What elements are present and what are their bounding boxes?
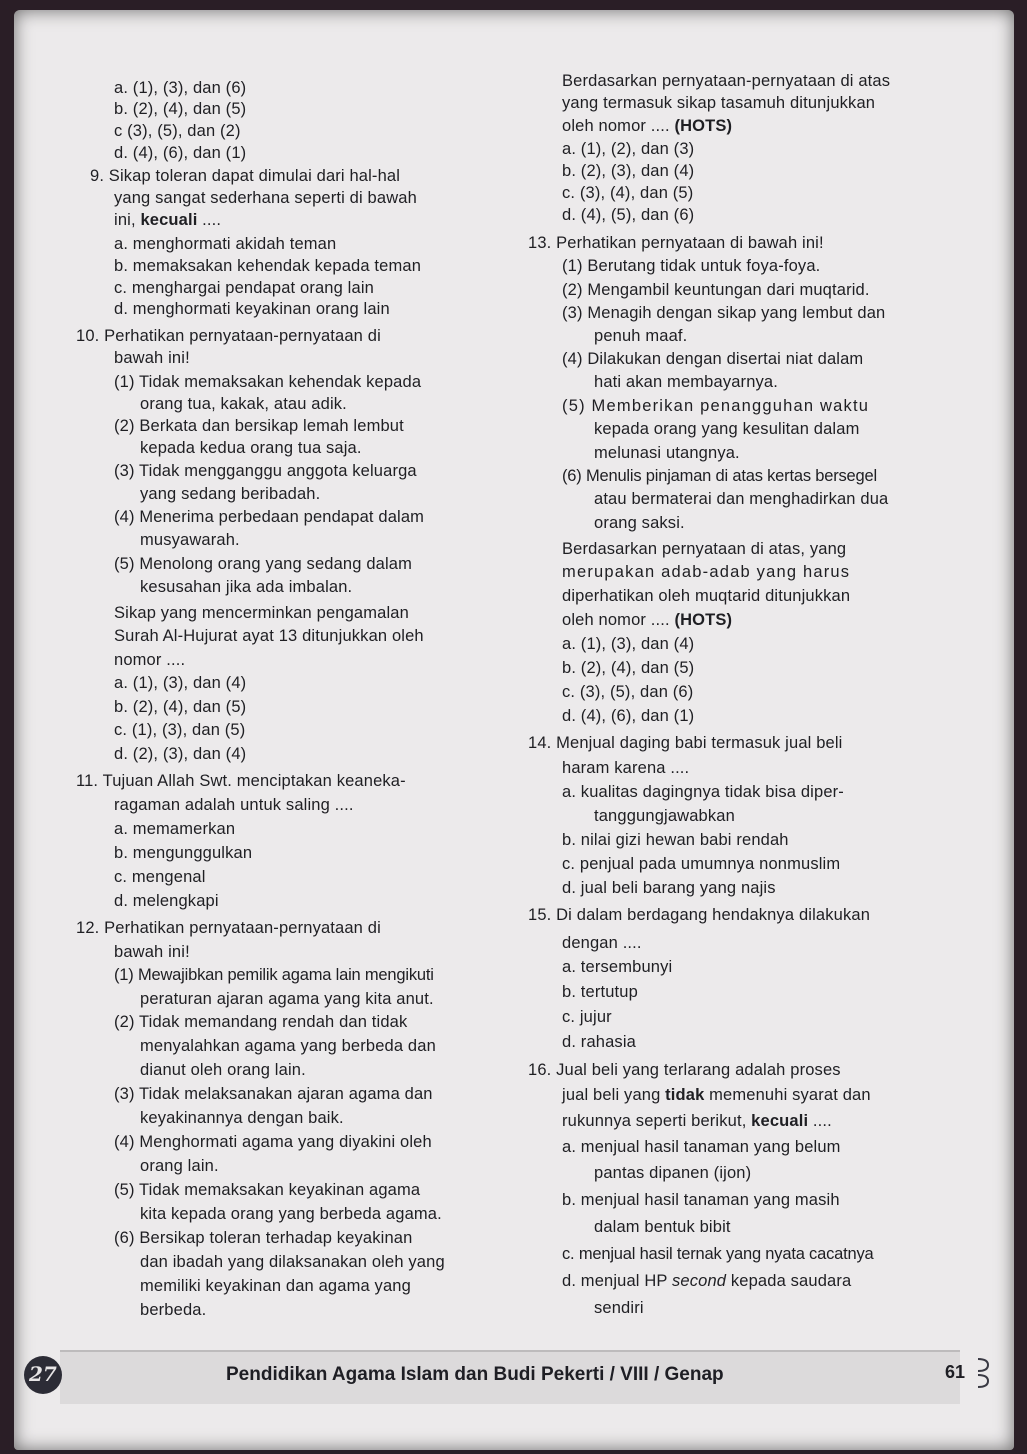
line-text: Berdasarkan pernyataan-pernyataan di atas <box>562 72 891 90</box>
line-text: a. menjual hasil tanaman yang belum <box>562 1138 841 1156</box>
left-column-line <box>114 256 421 276</box>
left-column-line <box>114 210 221 230</box>
line-text: a. tersembunyi <box>562 958 673 976</box>
right-column-line <box>562 466 877 486</box>
left-column-line <box>114 234 336 254</box>
line-text: memiliki keyakinan dan agama yang <box>140 1277 411 1295</box>
right-column-line <box>594 1298 644 1318</box>
line-text: c. jujur <box>562 1008 612 1026</box>
right-column-line <box>562 161 694 181</box>
line-text: d. (4), (6), dan (1) <box>562 707 695 725</box>
right-column-line <box>562 758 689 778</box>
right-column-line <box>594 326 687 346</box>
left-column-line <box>114 507 424 527</box>
left-column-line <box>140 1036 436 1056</box>
line-text: kesusahan jika ada imbalan. <box>140 578 353 596</box>
right-column-line <box>562 256 820 276</box>
left-column-line <box>114 867 206 887</box>
line-text: (2) Tidak memandang rendah dan tidak <box>114 1013 408 1031</box>
right-column-line <box>562 957 672 977</box>
line-text: dalam bentuk bibit <box>594 1218 731 1236</box>
page-badge-number: 27 <box>29 1362 57 1386</box>
line-text: (4) Dilakukan dengan disertai niat dalam <box>562 350 864 368</box>
right-column-line <box>594 513 685 533</box>
line-text: b. (2), (3), dan (4) <box>562 162 695 180</box>
line-tail: .... <box>808 1112 832 1130</box>
line-text: a. (1), (2), dan (3) <box>562 140 695 158</box>
line-text: b. (2), (4), dan (5) <box>114 100 247 118</box>
line-text: c. (3), (4), dan (5) <box>562 184 694 202</box>
right-column-line <box>562 303 885 323</box>
line-text: (1) Mewajibkan pemilik agama lain mengikuti <box>114 966 434 984</box>
right-column-line <box>562 610 732 630</box>
line-text: d. menjual HP <box>562 1272 673 1290</box>
left-column-line <box>114 372 421 392</box>
left-column-line <box>114 348 190 368</box>
line-text: penuh maaf. <box>594 327 688 345</box>
left-column-line <box>114 461 417 481</box>
left-column-line <box>140 1300 206 1320</box>
right-column-line <box>562 205 694 225</box>
right-column-line <box>594 489 888 509</box>
left-column-line <box>114 626 424 646</box>
right-column-line <box>528 233 824 253</box>
left-column-line <box>114 1228 412 1248</box>
left-column-line <box>140 989 434 1009</box>
right-column-line <box>528 1060 841 1080</box>
left-column-line <box>114 1084 433 1104</box>
book-title: Pendidikan Agama Islam dan Budi Pekerti / VIII / Genap <box>226 1364 724 1385</box>
left-column-line <box>114 1132 432 1152</box>
line-tail: memenuhi syarat dan <box>704 1086 871 1104</box>
left-column-line <box>114 78 246 98</box>
right-column-line <box>562 586 850 606</box>
right-column-line <box>562 1085 871 1105</box>
right-column-line <box>528 905 870 925</box>
right-column-line <box>594 419 859 439</box>
line-text: 14. Menjual daging babi termasuk jual beli <box>528 734 843 752</box>
line-emphasis: kecuali <box>140 211 198 229</box>
line-text: (4) Menerima perbedaan pendapat dalam <box>114 508 425 526</box>
right-column-line <box>562 562 850 582</box>
binder-icon <box>976 1355 990 1393</box>
line-text: (3) Menagih dengan sikap yang lembut dan <box>562 304 886 322</box>
right-column-line <box>562 1244 874 1264</box>
right-column-line <box>594 806 735 826</box>
left-column-line <box>114 143 246 163</box>
line-emphasis: tidak <box>665 1086 705 1104</box>
line-text: atau bermaterai dan menghadirkan dua <box>594 490 889 508</box>
line-text: 12. Perhatikan pernyataan-pernyataan di <box>76 919 381 937</box>
line-text: oleh nomor .... <box>562 117 675 135</box>
line-text: (5) Memberikan penangguhan waktu <box>562 397 870 415</box>
left-column-line <box>114 795 354 815</box>
line-text: c. mengenal <box>114 868 206 886</box>
line-text: a. memamerkan <box>114 820 236 838</box>
left-column-line <box>76 918 381 938</box>
line-text: c. (3), (5), dan (6) <box>562 683 694 701</box>
line-text: d. (2), (3), dan (4) <box>114 745 247 763</box>
line-text: b. memaksakan kehendak kepada teman <box>114 257 422 275</box>
line-text: b. nilai gizi hewan babi rendah <box>562 831 789 849</box>
line-text: a. (1), (3), dan (4) <box>562 635 695 653</box>
line-text: dianut oleh orang lain. <box>140 1061 306 1079</box>
line-text: (5) Menolong orang yang sedang dalam <box>114 555 413 573</box>
line-text: (1) Berutang tidak untuk foya-foya. <box>562 257 821 275</box>
line-text: d. melengkapi <box>114 892 219 910</box>
right-column-line <box>562 349 863 369</box>
right-column-line <box>562 682 693 702</box>
line-text: a. kualitas dagingnya tidak bisa diper- <box>562 783 844 801</box>
line-text: orang tua, kakak, atau adik. <box>140 395 347 413</box>
left-column-line <box>140 1252 445 1272</box>
left-column-line <box>114 416 404 436</box>
line-text: a. (1), (3), dan (6) <box>114 79 247 97</box>
left-column-line <box>76 771 406 791</box>
left-column-line <box>140 1108 344 1128</box>
line-text: haram karena .... <box>562 759 690 777</box>
left-column-line <box>76 326 381 346</box>
line-text: c. menghargai pendapat orang lain <box>114 279 374 297</box>
left-column-line <box>114 1012 407 1032</box>
left-column-line <box>114 188 417 208</box>
line-text: sendiri <box>594 1299 644 1317</box>
left-column-line <box>114 891 219 911</box>
right-column-line <box>562 933 642 953</box>
line-text: peraturan ajaran agama yang kita anut. <box>140 990 434 1008</box>
line-text: bawah ini! <box>114 349 190 367</box>
right-column-line <box>562 1111 832 1131</box>
line-tail: .... <box>197 211 222 229</box>
line-text: yang termasuk sikap tasamuh ditunjukkan <box>562 94 876 112</box>
line-text: kepada kedua orang tua saja. <box>140 439 362 457</box>
line-text: d. menghormati keyakinan orang lain <box>114 300 390 318</box>
left-column-line <box>114 99 246 119</box>
line-text: tanggungjawabkan <box>594 807 735 825</box>
line-text: yang sangat sederhana seperti di bawah <box>114 189 417 207</box>
right-column-line <box>562 658 694 678</box>
left-column-line <box>140 438 362 458</box>
left-column-line <box>114 744 246 764</box>
line-text: 11. Tujuan Allah Swt. menciptakan keaneka- <box>76 772 406 790</box>
line-text: c. (1), (3), dan (5) <box>114 721 246 739</box>
right-column-line <box>562 830 789 850</box>
line-text: b. (2), (4), dan (5) <box>114 698 247 716</box>
line-text: orang lain. <box>140 1157 219 1175</box>
right-column-line <box>594 1163 751 1183</box>
line-text: merupakan adab-adab yang harus <box>562 563 851 581</box>
line-text: a. menghormati akidah teman <box>114 235 337 253</box>
line-text: (3) Tidak mengganggu anggota keluarga <box>114 462 417 480</box>
right-column-line <box>562 71 890 91</box>
line-text: c. menjual hasil ternak yang nyata cacatnya <box>562 1245 874 1263</box>
left-column-line <box>114 121 241 141</box>
left-column-line <box>140 1060 306 1080</box>
line-text: 9. Sikap toleran dapat dimulai dari hal-hal <box>90 167 401 185</box>
line-text: 16. Jual beli yang terlarang adalah proses <box>528 1061 841 1079</box>
line-text: nomor .... <box>114 651 186 669</box>
line-text: rukunnya seperti berikut, <box>562 1112 752 1130</box>
line-text: ragaman adalah untuk saling .... <box>114 796 354 814</box>
left-column-line <box>114 673 246 693</box>
line-text: (6) Bersikap toleran terhadap keyakinan <box>114 1229 413 1247</box>
line-text: Sikap yang mencerminkan pengamalan <box>114 604 409 622</box>
line-text: orang saksi. <box>594 514 685 532</box>
line-text: b. mengunggulkan <box>114 844 253 862</box>
right-column-line <box>562 1137 841 1157</box>
line-text: musyawarah. <box>140 531 240 549</box>
left-column-line <box>114 942 190 962</box>
line-text: (2) Mengambil keuntungan dari muqtarid. <box>562 281 870 299</box>
page-number: 61 <box>945 1362 966 1382</box>
left-column-line <box>114 819 235 839</box>
line-text: dengan .... <box>562 934 642 952</box>
right-column-line <box>562 878 776 898</box>
page-badge <box>24 1356 62 1394</box>
right-column-line <box>594 443 740 463</box>
right-column-line <box>562 280 870 300</box>
line-text: (4) Menghormati agama yang diyakini oleh <box>114 1133 432 1151</box>
right-column-line <box>562 782 844 802</box>
right-column-line <box>528 733 843 753</box>
right-column-line <box>562 1032 636 1052</box>
line-text: hati akan membayarnya. <box>594 373 778 391</box>
line-text: dan ibadah yang dilaksanakan oleh yang <box>140 1253 445 1271</box>
line-text: b. tertutup <box>562 983 638 1001</box>
line-text: c (3), (5), dan (2) <box>114 122 241 140</box>
line-text: b. (2), (4), dan (5) <box>562 659 695 677</box>
line-text: 13. Perhatikan pernyataan di bawah ini! <box>528 234 824 252</box>
left-column-line <box>114 299 390 319</box>
left-column-line <box>114 1180 420 1200</box>
line-text: 15. Di dalam berdagang hendaknya dilakukan <box>528 906 871 924</box>
left-column-line <box>140 1204 442 1224</box>
line-text: yang sedang beribadah. <box>140 485 321 503</box>
line-text: jual beli yang <box>562 1086 666 1104</box>
line-text: menyalahkan agama yang berbeda dan <box>140 1037 436 1055</box>
line-emphasis: (HOTS) <box>674 611 733 629</box>
line-text: diperhatikan oleh muqtarid ditunjukkan <box>562 587 851 605</box>
right-column-line <box>562 1190 840 1210</box>
left-column-line <box>140 394 347 414</box>
line-text: 10. Perhatikan pernyataan-pernyataan di <box>76 327 381 345</box>
right-column-line <box>594 1217 731 1237</box>
line-emphasis: kecuali <box>751 1112 809 1130</box>
line-text: (2) Berkata dan bersikap lemah lembut <box>114 417 404 435</box>
left-column-line <box>114 697 246 717</box>
line-text: kita kepada orang yang berbeda agama. <box>140 1205 442 1223</box>
line-text: melunasi utangnya. <box>594 444 740 462</box>
line-text: berbeda. <box>140 1301 207 1319</box>
line-text: d. (4), (6), dan (1) <box>114 144 247 162</box>
left-column-line <box>114 843 252 863</box>
line-text: a. (1), (3), dan (4) <box>114 674 247 692</box>
line-text: (5) Tidak memaksakan keyakinan agama <box>114 1181 421 1199</box>
left-column-line <box>114 965 434 985</box>
right-column-line <box>562 634 694 654</box>
line-text: ini, <box>114 211 141 229</box>
right-column-line <box>562 1007 612 1027</box>
line-text: Surah Al-Hujurat ayat 13 ditunjukkan oleh <box>114 627 424 645</box>
line-text: keyakinannya dengan baik. <box>140 1109 344 1127</box>
line-text: kepada orang yang kesulitan dalam <box>594 420 860 438</box>
left-column-line <box>114 603 409 623</box>
right-column-line <box>562 854 840 874</box>
line-italic: second <box>672 1272 727 1290</box>
line-text: oleh nomor .... <box>562 611 675 629</box>
left-column-line <box>114 720 245 740</box>
line-text: b. menjual hasil tanaman yang masih <box>562 1191 840 1209</box>
right-column-line <box>562 982 638 1002</box>
left-column-line <box>140 530 240 550</box>
left-column-line <box>90 166 400 186</box>
left-column-line <box>140 577 352 597</box>
right-column-line <box>562 183 693 203</box>
line-text: c. penjual pada umumnya nonmuslim <box>562 855 841 873</box>
line-text: d. rahasia <box>562 1033 636 1051</box>
right-column-line <box>562 1271 851 1291</box>
line-text: (3) Tidak melaksanakan ajaran agama dan <box>114 1085 433 1103</box>
right-column-line <box>562 706 694 726</box>
right-column-line <box>562 139 694 159</box>
left-column-line <box>140 484 320 504</box>
line-text: (1) Tidak memaksakan kehendak kepada <box>114 373 422 391</box>
right-column-line <box>562 396 869 416</box>
right-column-line <box>562 539 846 559</box>
left-column-line <box>114 554 412 574</box>
line-text: (6) Menulis pinjaman di atas kertas bersegel <box>562 467 877 485</box>
left-column-line <box>114 650 185 670</box>
line-emphasis: (HOTS) <box>674 117 733 135</box>
line-text: bawah ini! <box>114 943 190 961</box>
left-column-line <box>140 1156 219 1176</box>
right-column-line <box>562 93 875 113</box>
right-column-line <box>562 116 732 136</box>
line-text: d. jual beli barang yang najis <box>562 879 776 897</box>
line-text: pantas dipanen (ijon) <box>594 1164 752 1182</box>
left-column-line <box>114 278 374 298</box>
line-tail: kepada saudara <box>726 1272 852 1290</box>
line-text: Berdasarkan pernyataan di atas, yang <box>562 540 847 558</box>
line-text: d. (4), (5), dan (6) <box>562 206 695 224</box>
left-column-line <box>140 1276 411 1296</box>
right-column-line <box>594 372 778 392</box>
